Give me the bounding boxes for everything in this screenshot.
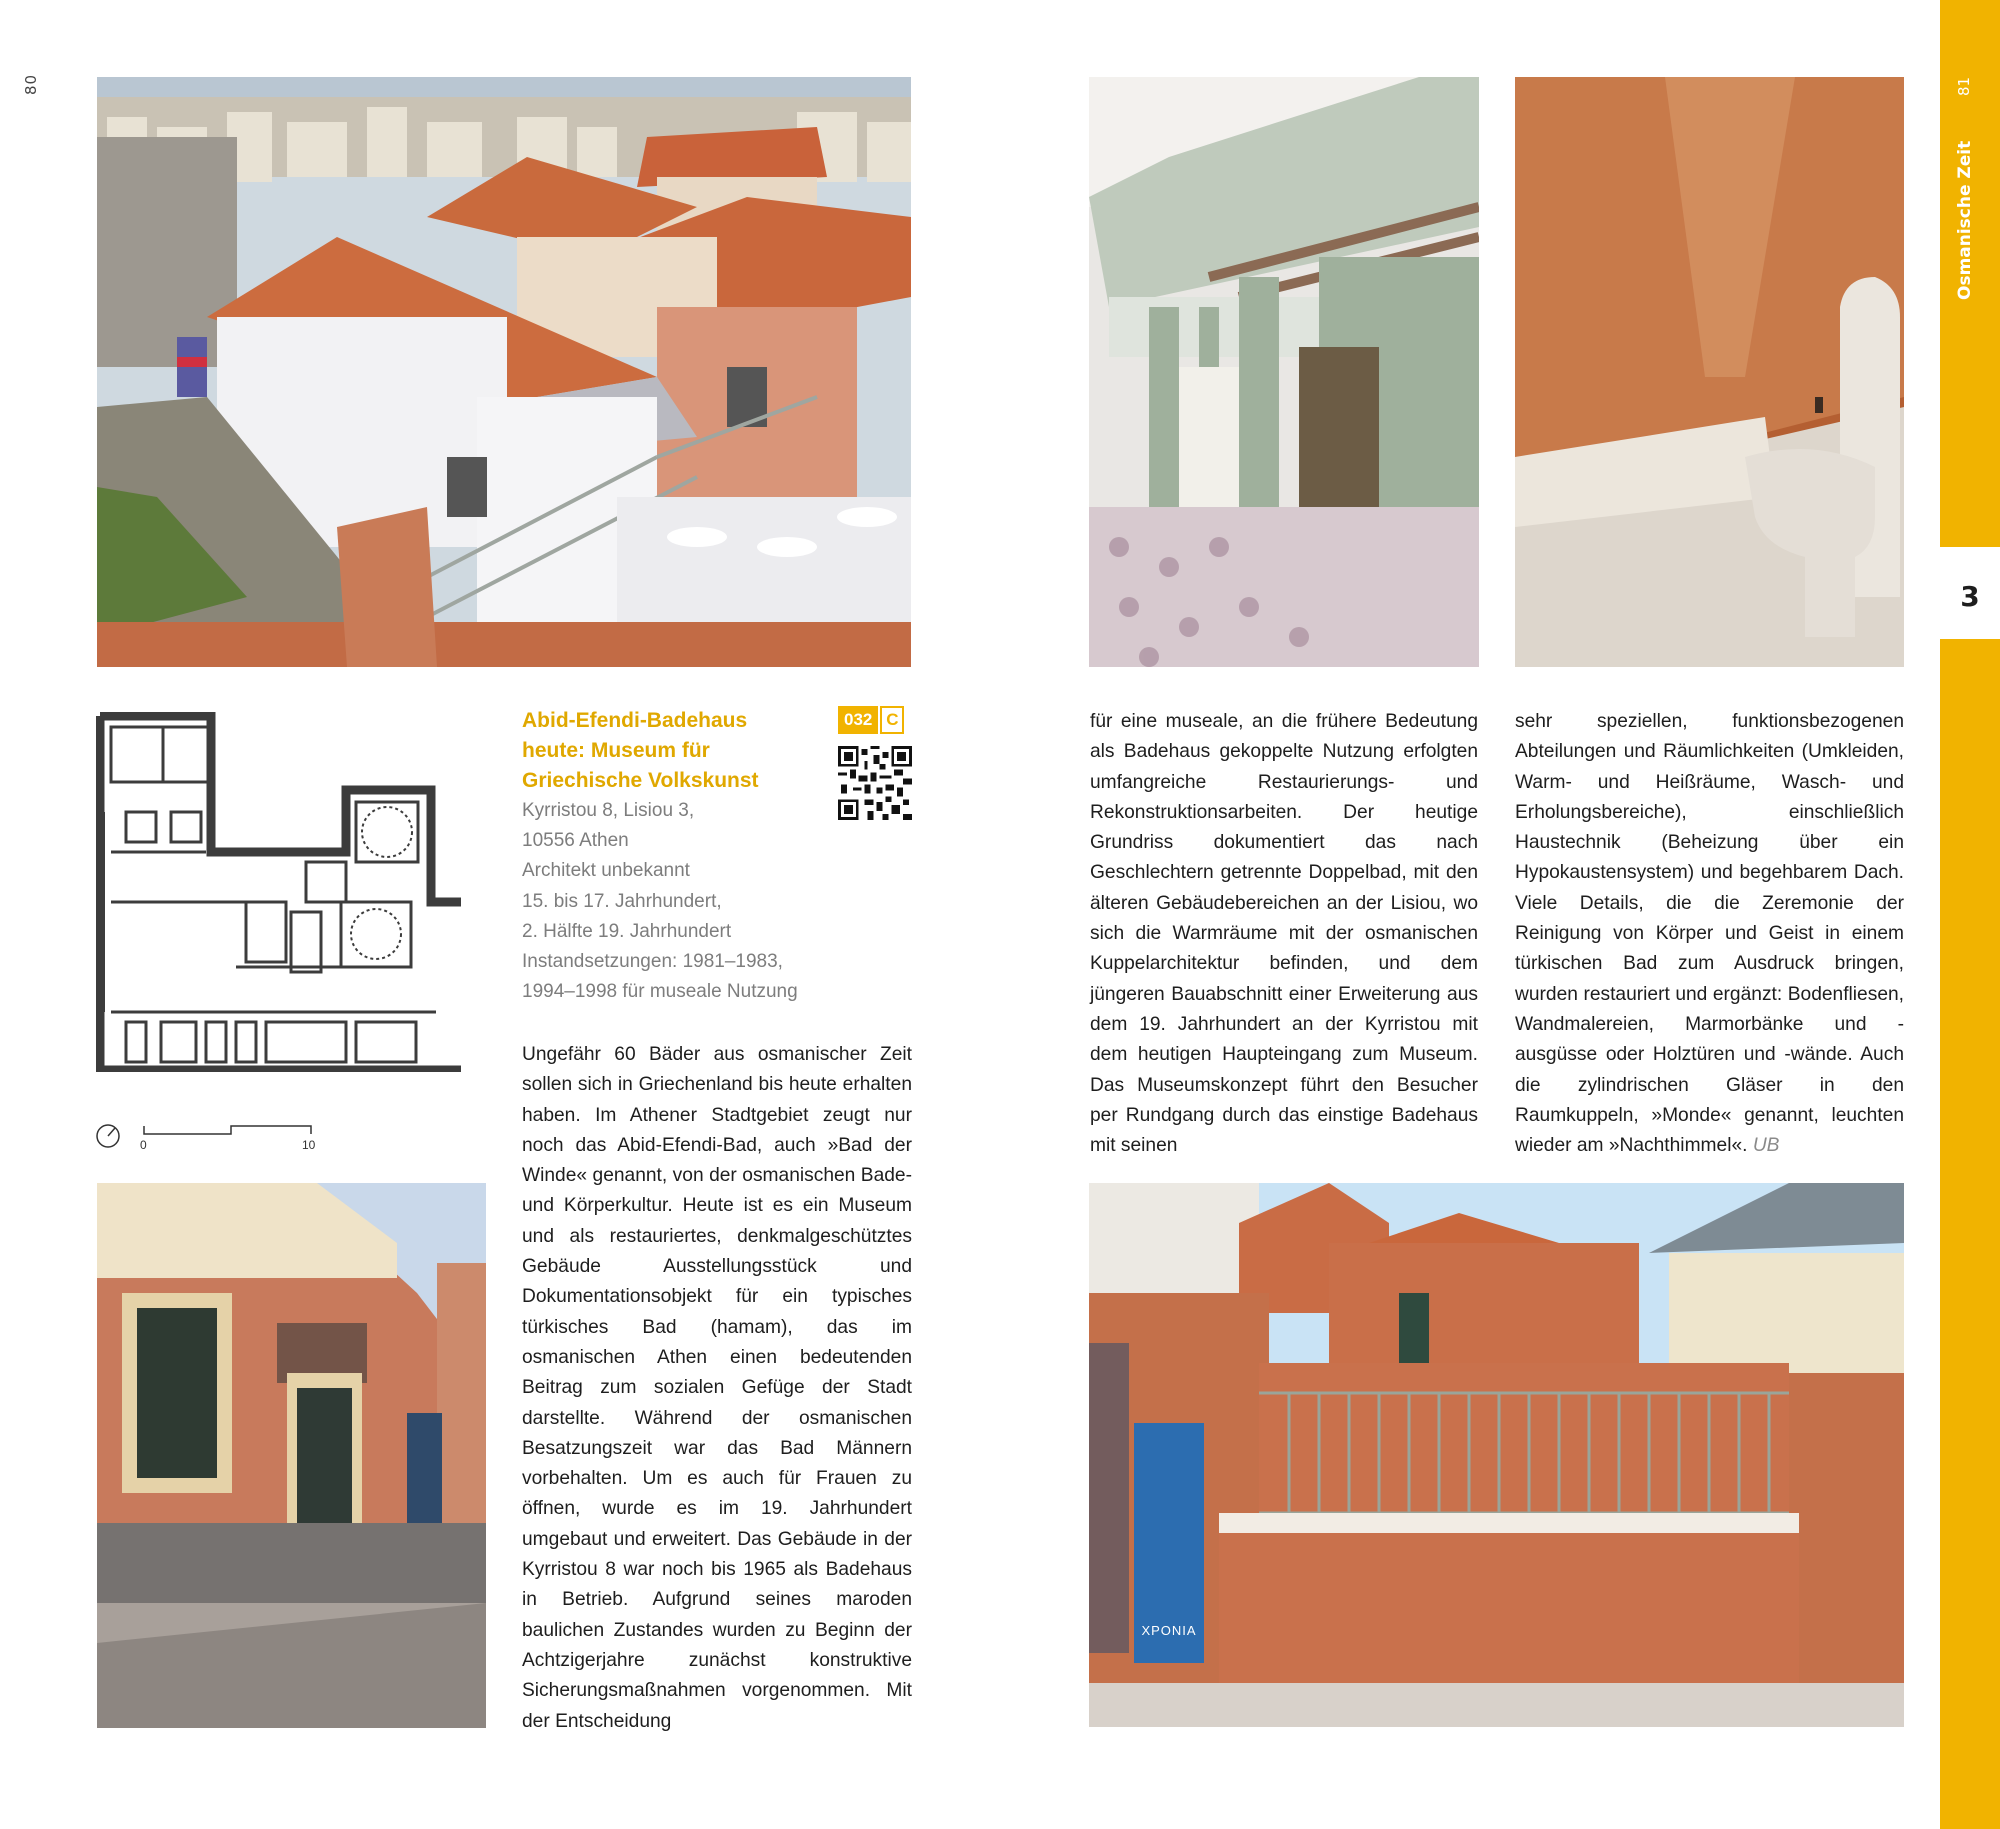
- banner-text: XPONIA: [1141, 1623, 1197, 1638]
- title-line-3: Griechische Volkskunst: [522, 769, 759, 792]
- photo-interior-wooden-panels: [1089, 77, 1479, 667]
- meta-restoration-2: 1994–1998 für museale Nutzung: [522, 981, 798, 1003]
- tab-divider: [1940, 547, 2000, 555]
- meta-address-2: 10556 Athen: [522, 830, 629, 852]
- body-text-column-2: [1090, 707, 1478, 1161]
- body-paragraph-2: für eine museale, an die frühere Bedeutung als Badehaus gekoppelte Nutzung erfolgten umfangreiche Restaurierungs- und Rekonstruktionsarbeiten. Der heutige Grundriss dokumentiert das nach Geschlechtern getrennte Doppelbad, mit den älteren Gebäudebereichen an der Lisiou, wo sich die Warmräume mit der osmanischen Kuppelarchitektur befinden, und dem jüngeren Bauabschnitt einer Erweiterung aus dem 19. Jahrhundert an der Kyrristou mit dem heutigen Haupteingang zum Museum. Das Museumskonzept führt den Besucher per Rundgang durch das einstige Badehaus mit seinen: [1090, 711, 1478, 1157]
- body-paragraph-3: [1515, 707, 1904, 1161]
- page-number-left: 80: [22, 73, 40, 95]
- meta-restoration-1: Instandsetzungen: 1981–1983,: [522, 951, 783, 973]
- body-paragraph-1: Ungefähr 60 Bäder aus osmanischer Zeit sollen sich in Griechenland bis heute erhalten haben. Im Athener Stadtgebiet zeugt nur noch das Abid-Efendi-Bad, auch »Bad der Winde« genannt, von der osmanischen Bade- und Körperkultur. Heute ist es ein Museum und als restauriertes, denkmalgeschütztes Gebäude Ausstellungsstück und Dokumentationsobjekt für ein typisches türkisches Bad (hamam), das im osmanischen Athen einen bedeutenden Beitrag zum sozialen Gefüge der Stadt darstellte. Während der osmanischen Besatzungszeit war das Bad Männern vorbehalten. Um es auch für Frauen zu öffnen, wurde es im 19. Jahrhundert umgebaut und erweitert. Das Gebäude in der Kyrristou 8 war noch bis 1965 als Badehaus in Betrieb. Aufgrund seines maroden baulichen Zustandes wurden zu Beginn der Achtzigerjahre zunächst konstruktive Sicherungsmaßnahmen vorgenommen. Mit der Entscheidung: [522, 1044, 912, 1732]
- photo-street-facade: [97, 1183, 486, 1728]
- scale-start: 0: [140, 1138, 147, 1152]
- entry-title: [522, 706, 842, 796]
- title-line-2: heute: Museum für: [522, 739, 710, 762]
- scale-bar: [96, 1122, 326, 1152]
- chapter-tab-lower: [1940, 639, 2000, 1829]
- meta-period-2: 2. Hälfte 19. Jahrhundert: [522, 920, 732, 942]
- entry-code: 032: [838, 706, 878, 734]
- scale-end: 10: [302, 1138, 316, 1152]
- entry-category: C: [880, 706, 904, 734]
- entry-code-badge: [838, 706, 904, 734]
- photo-rooftop-view: [97, 77, 911, 667]
- meta-address-1: Kyrristou 8, Lisiou 3,: [522, 800, 695, 821]
- chapter-label: Osmanische Zeit: [1955, 140, 1975, 300]
- entry-meta: [522, 796, 852, 1007]
- body-paragraph-3-text: sehr speziellen, funktionsbezogenen Abteilungen und Räumlichkeiten (Umkleiden, Warm- und Heißräume, Wasch- und Erholungsbereiche), einschließlich Haustechnik (Beheizung über ein Hypokaustensystem) und begehbarem Dach. Viele Details, die die Zeremonie der Reinigung von Körper und Geist in einem türkischen Bad zum Ausdruck bringen, wurden restauriert und ergänzt: Bodenfliesen, Wandmalereien, Marmorbänke und -ausgüsse oder Holztüren und -wände. Auch die zylindrischen Gläser in den Raumkuppeln, »Monde« genannt, leuchten wieder am »Nachthimmel«.: [1515, 711, 1904, 1157]
- meta-architect: Architekt unbekannt: [522, 860, 690, 882]
- page-number-right: 81: [1955, 76, 1973, 96]
- author-initials: UB: [1752, 1135, 1780, 1157]
- photo-entrance-fence: [1089, 1183, 1904, 1727]
- body-text-column-3: [1515, 707, 1904, 1161]
- title-line-1: Abid-Efendi-Badehaus: [522, 709, 748, 732]
- floor-plan: [96, 712, 486, 1072]
- body-text-column-1: [522, 1040, 912, 1737]
- photo-marble-basin: [1515, 77, 1904, 667]
- chapter-number: 3: [1940, 555, 2000, 637]
- meta-period-1: 15. bis 17. Jahrhundert,: [522, 890, 722, 912]
